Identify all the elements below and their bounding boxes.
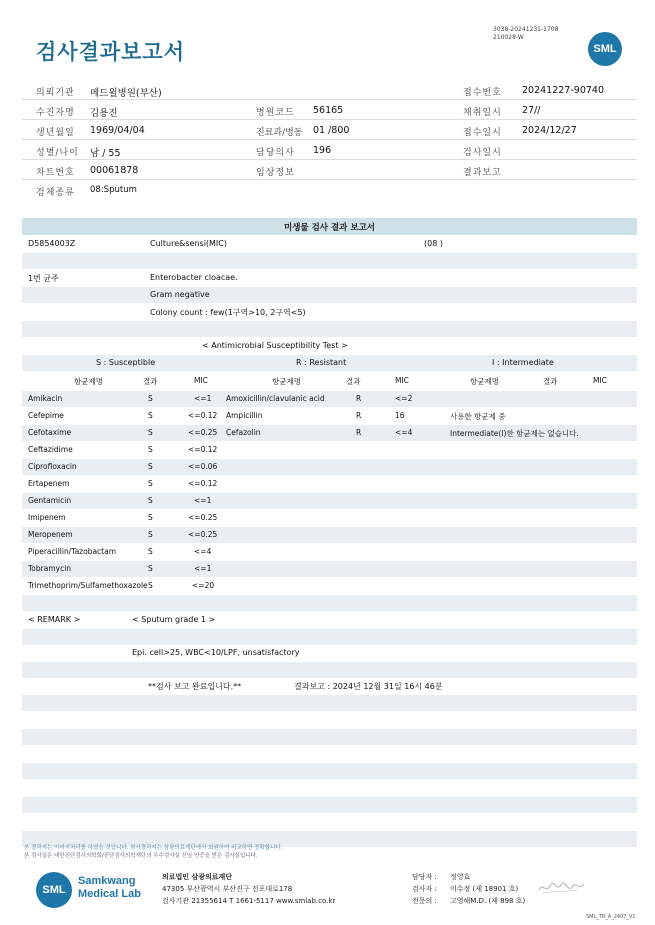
blank-band	[22, 695, 637, 711]
field-value: 1969/04/04	[90, 125, 145, 136]
drug-name: Cefotaxime	[28, 428, 72, 437]
field-label: 임상정보	[256, 168, 295, 178]
column-header-result: 결과	[346, 377, 361, 386]
drug-mic: <=0.12	[188, 445, 218, 454]
section-title: 미생물 검사 결과 보고서	[284, 223, 375, 233]
drug-result: S	[148, 564, 153, 573]
remark-label: < REMARK >	[28, 615, 81, 624]
footer-note: 본 검사실은 대한진단검사의학회/진단검사의학재단의 우수검사실 신임 인증을 받은 검사실입니다.	[24, 853, 258, 859]
ast-row	[22, 408, 637, 424]
test-specimen: (08 )	[424, 239, 443, 248]
column-header-drug: 항균제명	[74, 377, 103, 386]
column-header-result: 결과	[543, 377, 558, 386]
field-label: 생년월일	[36, 128, 75, 138]
blank-band	[22, 321, 637, 337]
ast-row	[22, 442, 637, 458]
field-value: 01 /800	[313, 125, 350, 136]
ast-row	[22, 527, 637, 543]
remark-row	[22, 612, 637, 628]
test-code: D5854003Z	[28, 239, 76, 248]
organism-row	[22, 270, 637, 286]
staff-role: 검사자 :	[412, 885, 437, 893]
drug-mic: <=1	[194, 564, 212, 573]
field-value: 2024/12/27	[522, 125, 577, 136]
legend-row	[22, 355, 637, 371]
org-address: 47305 부산광역시 부산진구 전포대로178	[162, 885, 293, 893]
blank-band	[22, 662, 637, 678]
drug-result: S	[148, 513, 153, 522]
document-number	[493, 26, 558, 42]
field-value: 56165	[313, 105, 344, 116]
staff-name: 이수정 (제 18901 호)	[450, 885, 519, 893]
info-row	[22, 100, 637, 120]
staff-role: 전문의 :	[412, 897, 437, 905]
document-number-line1: 3038-20241231-1708	[493, 26, 559, 33]
ast-title-row	[22, 338, 637, 354]
drug-mic: 16	[395, 411, 405, 420]
ast-title: < Antimicrobial Susceptibility Test >	[202, 341, 348, 350]
drug-name: Piperacillin/Tazobactam	[28, 547, 117, 556]
report-time: 결과보고 : 2024년 12월 31일 16시 46분	[294, 682, 443, 691]
test-name: Culture&sensi(MIC)	[150, 239, 227, 248]
drug-mic: <=1	[194, 496, 212, 505]
signature-icon	[537, 880, 587, 896]
drug-mic: <=0.25	[188, 428, 218, 437]
legend-resistant: R : Resistant	[296, 358, 347, 367]
remark-detail: Epi. cell>25, WBC<10/LPF, unsatisfactory	[132, 648, 300, 657]
organism-label: 1번 균주	[28, 274, 59, 283]
field-value: 김용진	[90, 108, 118, 119]
column-header-result: 결과	[143, 377, 158, 386]
organism-name: Enterobacter cloacae.	[150, 273, 238, 282]
ast-column-headers	[22, 373, 637, 389]
field-value: 남 / 55	[90, 148, 121, 159]
legend-intermediate: I : Intermediate	[492, 358, 554, 367]
drug-mic: <=20	[192, 581, 215, 590]
drug-result: S	[148, 394, 153, 403]
drug-name: Ampicillin	[226, 411, 263, 420]
drug-name: Trimethoprim/Sulfamethoxazole	[28, 581, 148, 590]
ast-row	[22, 476, 637, 492]
drug-result: R	[356, 411, 362, 420]
field-label: 담당의사	[256, 148, 295, 158]
field-label: 병원코드	[256, 108, 295, 118]
drug-mic: <=4	[395, 428, 413, 437]
drug-name: Meropenem	[28, 530, 73, 539]
ast-row	[22, 561, 637, 577]
blank-band	[22, 629, 637, 645]
field-label: 진료과/병동	[256, 128, 303, 138]
drug-result: S	[148, 479, 153, 488]
drug-result: S	[148, 411, 153, 420]
drug-name: Ertapenem	[28, 479, 70, 488]
drug-result: R	[356, 428, 362, 437]
field-value: 20241227-90740	[522, 85, 605, 96]
drug-mic: <=1	[194, 394, 212, 403]
drug-result: S	[148, 530, 153, 539]
drug-mic: <=0.12	[188, 479, 218, 488]
drug-mic: <=0.25	[188, 513, 218, 522]
document-number-line2: 210028-W	[493, 34, 524, 41]
drug-result: S	[148, 547, 153, 556]
ast-row	[22, 425, 637, 441]
remark-detail-row	[22, 645, 637, 661]
brand-name	[78, 875, 141, 901]
sml-logo-icon: SML	[36, 872, 72, 908]
intermediate-note: Intermediate(I)한 항균제는 없습니다.	[450, 429, 579, 438]
completion-row	[22, 678, 637, 694]
drug-mic: <=0.12	[188, 411, 218, 420]
drug-name: Gentamicin	[28, 496, 72, 505]
drug-name: Amoxicillin/clavulanic acid	[226, 394, 325, 403]
info-row	[22, 80, 637, 100]
drug-name: Ciprofloxacin	[28, 462, 77, 471]
sml-logo-icon: SML	[588, 32, 622, 66]
footer-note: 본 결과지는 이미지처리를 하였을 것입니다. 참사결과지는 삼광의료재단에서 회원하여 비교하면 정확합니다.	[24, 845, 283, 851]
section-header	[22, 218, 637, 235]
brand-line: Samkwang	[78, 875, 136, 887]
field-label: 접수일시	[463, 128, 502, 138]
drug-result: S	[148, 462, 153, 471]
drug-name: Amikacin	[28, 394, 63, 403]
field-label: 의뢰기관	[36, 88, 75, 98]
org-name: 의료법인 삼광의료재단	[162, 873, 233, 881]
brand-line: Medical Lab	[78, 888, 141, 900]
column-header-mic: MIC	[395, 376, 409, 385]
drug-result: S	[148, 445, 153, 454]
completion-message: **검사 보고 완료입니다.**	[148, 682, 242, 691]
colony-row	[22, 304, 637, 320]
column-header-drug: 항균제명	[470, 377, 499, 386]
drug-name: Tobramycin	[28, 564, 72, 573]
staff-role: 담당자 :	[412, 873, 437, 881]
gram-stain: Gram negative	[150, 290, 210, 299]
drug-result: S	[148, 428, 153, 437]
org-contact: 검사기관 21355614 T 1661-5117 www.smlab.co.kr	[162, 897, 336, 905]
drug-name: Cefepime	[28, 411, 64, 420]
page-title: 검사결과보고서	[36, 40, 186, 64]
field-value: 00061878	[90, 165, 139, 176]
ast-row	[22, 391, 637, 407]
remark-grade: < Sputum grade 1 >	[132, 615, 216, 624]
drug-name: Ceftazidime	[28, 445, 73, 454]
drug-mic: <=0.25	[188, 530, 218, 539]
drug-mic: <=2	[395, 394, 413, 403]
field-label: 성별/나이	[36, 148, 79, 158]
staff-name: 정영효	[450, 873, 471, 881]
drug-name: Imipenem	[28, 513, 66, 522]
intermediate-note: 사용한 항균제 중	[450, 412, 506, 421]
ast-row	[22, 459, 637, 475]
info-row	[22, 120, 637, 140]
field-label: 결과보고	[463, 168, 502, 178]
info-row	[22, 160, 637, 180]
column-header-mic: MIC	[194, 376, 208, 385]
ast-row	[22, 544, 637, 560]
field-label: 검사일시	[463, 148, 502, 158]
drug-mic: <=4	[194, 547, 212, 556]
drug-result: R	[356, 394, 362, 403]
gram-row	[22, 287, 637, 303]
field-label: 검체종류	[36, 188, 75, 198]
form-version: SML_TR_A_2407_V1	[586, 914, 636, 920]
column-header-drug: 항균제명	[272, 377, 301, 386]
field-value: 08:Sputum	[90, 185, 137, 195]
blank-band	[22, 253, 637, 269]
drug-mic: <=0.06	[188, 462, 218, 471]
column-header-mic: MIC	[593, 376, 607, 385]
drug-name: Cefazolin	[226, 428, 261, 437]
test-row	[22, 236, 637, 252]
colony-count: Colony count : few(1구역>10, 2구역<5)	[150, 308, 306, 317]
info-row	[22, 140, 637, 160]
ast-row	[22, 510, 637, 526]
field-label: 접수번호	[463, 88, 502, 98]
blank-band	[22, 729, 637, 745]
blank-band	[22, 797, 637, 813]
ast-row	[22, 578, 637, 594]
field-label: 차트번호	[36, 168, 75, 178]
staff-name: 고영해M.D. (제 898 호)	[450, 897, 526, 905]
ast-row	[22, 493, 637, 509]
field-label: 채취일시	[463, 108, 502, 118]
field-value: 27//	[522, 105, 541, 116]
blank-band	[22, 595, 637, 611]
drug-result: S	[148, 581, 153, 590]
legend-susceptible: S : Susceptible	[96, 358, 156, 367]
blank-band	[22, 763, 637, 779]
info-row	[22, 180, 637, 200]
drug-result: S	[148, 496, 153, 505]
field-label: 수진자명	[36, 108, 75, 118]
field-value: 196	[313, 145, 332, 156]
field-value: 메드윌병원(부산)	[90, 88, 162, 99]
